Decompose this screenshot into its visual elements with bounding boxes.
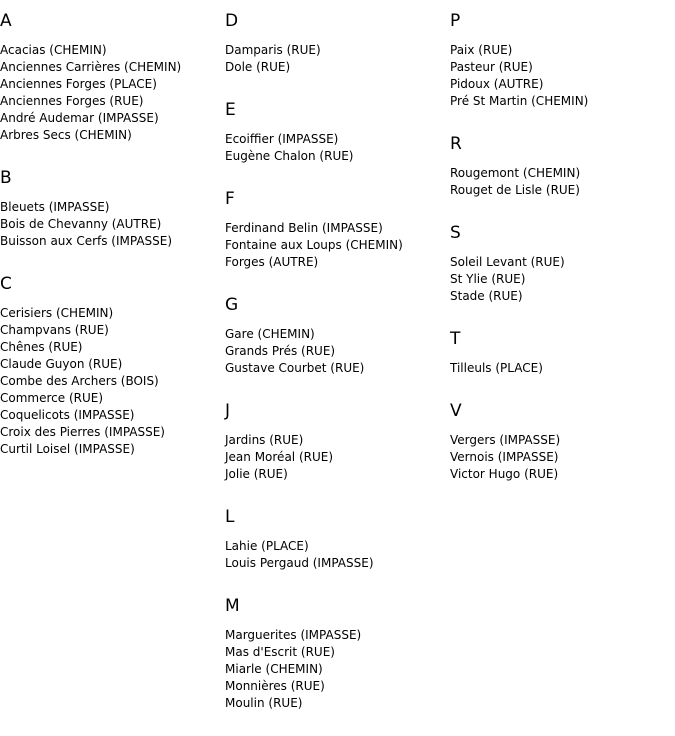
street-list (225, 538, 450, 572)
letter-heading: P (450, 11, 461, 31)
street-list (450, 42, 675, 110)
street-link[interactable]: Soleil Levant (RUE) (450, 255, 565, 269)
street-link[interactable]: Moulin (RUE) (225, 696, 303, 710)
street-link[interactable]: Curtil Loisel (IMPASSE) (0, 442, 135, 456)
letter-section-c (0, 274, 225, 458)
street-link[interactable]: Pré St Martin (CHEMIN) (450, 94, 589, 108)
street-link[interactable]: Forges (AUTRE) (225, 255, 319, 269)
letter-section-j (225, 401, 450, 483)
street-link[interactable]: Mas d'Escrit (RUE) (225, 645, 335, 659)
street-link[interactable]: Ferdinand Belin (IMPASSE) (225, 221, 383, 235)
street-link[interactable]: Croix des Pierres (IMPASSE) (0, 425, 165, 439)
index-column-3 (450, 11, 675, 507)
street-link[interactable]: Jolie (RUE) (225, 467, 288, 481)
letter-section-p (450, 11, 675, 110)
street-link[interactable]: Pasteur (RUE) (450, 60, 533, 74)
street-link[interactable]: Buisson aux Cerfs (IMPASSE) (0, 234, 173, 248)
letter-section-f (225, 189, 450, 271)
street-link[interactable]: André Audemar (IMPASSE) (0, 111, 159, 125)
street-list (450, 254, 675, 305)
letter-heading: T (450, 329, 461, 349)
letter-heading: M (225, 596, 240, 616)
street-link[interactable]: Gare (CHEMIN) (225, 327, 315, 341)
letter-section-v (450, 401, 675, 483)
street-link[interactable]: Gustave Courbet (RUE) (225, 361, 365, 375)
street-link[interactable]: St Ylie (RUE) (450, 272, 526, 286)
street-list (225, 131, 450, 165)
street-list (450, 432, 675, 483)
street-link[interactable]: Claude Guyon (RUE) (0, 357, 123, 371)
letter-section-a (0, 11, 225, 144)
letter-section-b (0, 168, 225, 250)
street-link[interactable]: Monnières (RUE) (225, 679, 325, 693)
street-link[interactable]: Bleuets (IMPASSE) (0, 200, 110, 214)
street-link[interactable]: Lahie (PLACE) (225, 539, 309, 553)
street-list (225, 432, 450, 483)
letter-heading: B (0, 168, 12, 188)
street-link[interactable]: Commerce (RUE) (0, 391, 104, 405)
street-link[interactable]: Grands Prés (RUE) (225, 344, 336, 358)
letter-section-d (225, 11, 450, 76)
street-list (0, 199, 225, 250)
letter-heading: C (0, 274, 12, 294)
street-link[interactable]: Vernois (IMPASSE) (450, 450, 559, 464)
street-link[interactable]: Louis Pergaud (IMPASSE) (225, 556, 374, 570)
index-column-1 (0, 11, 225, 482)
street-link[interactable]: Eugène Chalon (RUE) (225, 149, 354, 163)
letter-section-g (225, 295, 450, 377)
street-link[interactable]: Anciennes Forges (PLACE) (0, 77, 157, 91)
letter-heading: D (225, 11, 239, 31)
street-link[interactable]: Vergers (IMPASSE) (450, 433, 561, 447)
letter-heading: S (450, 223, 461, 243)
letter-heading: A (0, 11, 12, 31)
street-link[interactable]: Tilleuls (PLACE) (450, 361, 543, 375)
street-list (450, 360, 675, 377)
street-link[interactable]: Damparis (RUE) (225, 43, 321, 57)
letter-section-t (450, 329, 675, 377)
street-link[interactable]: Acacias (CHEMIN) (0, 43, 107, 57)
street-link[interactable]: Miarle (CHEMIN) (225, 662, 323, 676)
street-list (225, 220, 450, 271)
street-list (225, 326, 450, 377)
street-link[interactable]: Champvans (RUE) (0, 323, 109, 337)
street-link[interactable]: Chênes (RUE) (0, 340, 83, 354)
letter-heading: J (225, 401, 231, 421)
street-link[interactable]: Pidoux (AUTRE) (450, 77, 544, 91)
street-link[interactable]: Coquelicots (IMPASSE) (0, 408, 135, 422)
street-link[interactable]: Rougemont (CHEMIN) (450, 166, 581, 180)
street-link[interactable]: Anciennes Forges (RUE) (0, 94, 144, 108)
letter-section-l (225, 507, 450, 572)
street-link[interactable]: Jean Moréal (RUE) (225, 450, 334, 464)
street-link[interactable]: Rouget de Lisle (RUE) (450, 183, 580, 197)
street-link[interactable]: Bois de Chevanny (AUTRE) (0, 217, 162, 231)
letter-section-r (450, 134, 675, 199)
street-list (225, 42, 450, 76)
letter-heading: E (225, 100, 236, 120)
index-column-2 (225, 11, 450, 736)
street-link[interactable]: Paix (RUE) (450, 43, 513, 57)
letter-heading: F (225, 189, 235, 209)
street-list (0, 305, 225, 458)
street-link[interactable]: Victor Hugo (RUE) (450, 467, 559, 481)
letter-section-e (225, 100, 450, 165)
street-link[interactable]: Marguerites (IMPASSE) (225, 628, 362, 642)
street-link[interactable]: Stade (RUE) (450, 289, 523, 303)
letter-heading: V (450, 401, 462, 421)
street-link[interactable]: Combe des Archers (BOIS) (0, 374, 159, 388)
letter-section-m (225, 596, 450, 712)
street-list (0, 42, 225, 144)
street-list (450, 165, 675, 199)
street-link[interactable]: Dole (RUE) (225, 60, 291, 74)
street-link[interactable]: Fontaine aux Loups (CHEMIN) (225, 238, 403, 252)
street-link[interactable]: Arbres Secs (CHEMIN) (0, 128, 132, 142)
street-link[interactable]: Anciennes Carrières (CHEMIN) (0, 60, 182, 74)
street-link[interactable]: Cerisiers (CHEMIN) (0, 306, 114, 320)
letter-heading: R (450, 134, 462, 154)
street-link[interactable]: Ecoiffier (IMPASSE) (225, 132, 339, 146)
letter-heading: L (225, 507, 235, 527)
street-link[interactable]: Jardins (RUE) (225, 433, 304, 447)
letter-heading: G (225, 295, 239, 315)
street-list (225, 627, 450, 712)
letter-section-s (450, 223, 675, 305)
